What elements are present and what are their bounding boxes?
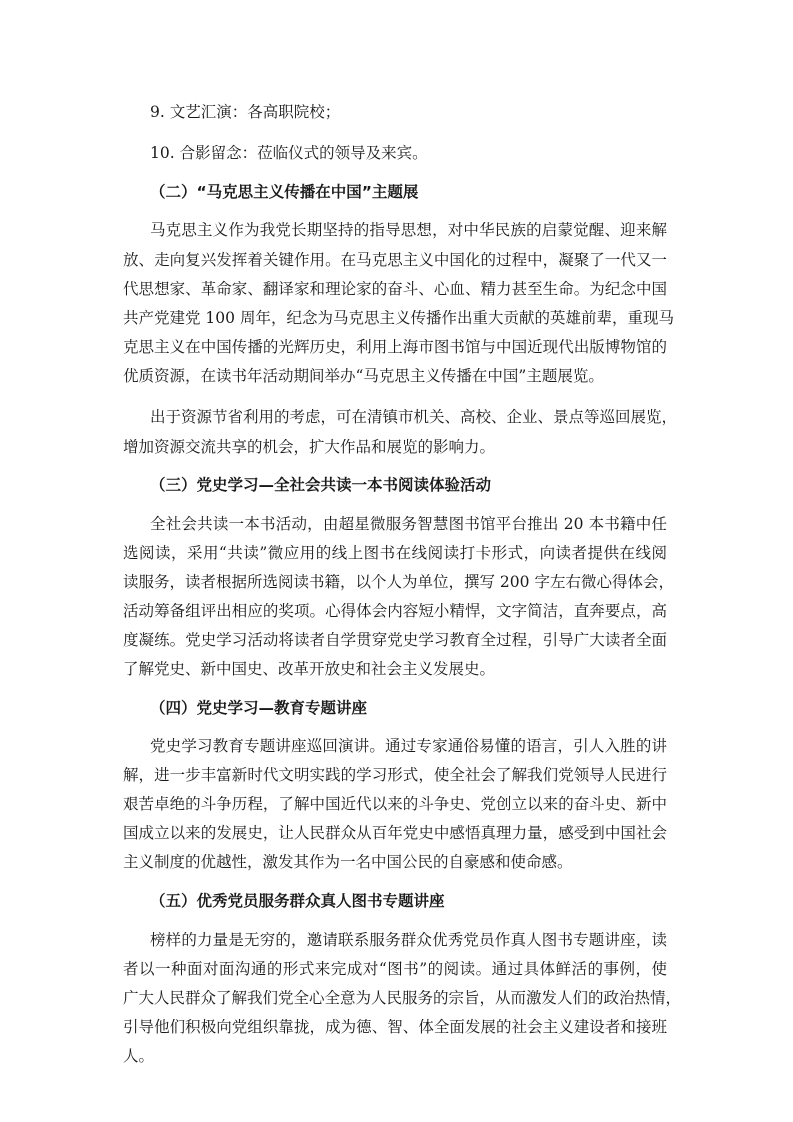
paragraph-line: 国成立以来的发展史，让人民群众从百年党史中感悟真理力量，感受到中国社会	[123, 824, 667, 842]
paragraph-line: 放、走向复兴发挥着关键作用。在马克思主义中国化的过程中，凝聚了一代又一	[123, 251, 667, 269]
paragraph-line: 出于资源节省利用的考虑，可在清镇市机关、高校、企业、景点等巡回展览，	[150, 408, 678, 426]
paragraph-line: 党史学习教育专题讲座巡回演讲。通过专家通俗易懂的语言，引人入胜的讲	[150, 737, 667, 755]
section-heading-2: （二）“马克思主义传播在中国”主题展	[150, 183, 419, 201]
item-9: 9. 文艺汇演：各高职院校；	[150, 103, 341, 121]
paragraph-line: 优质资源，在读书年活动期间举办“马克思主义传播在中国”主题展览。	[123, 367, 604, 385]
paragraph-line: 艰苦卓绝的斗争历程，了解中国近代以来的斗争史、党创立以来的奋斗史、新中	[123, 795, 667, 813]
paragraph-line: 代思想家、革命家、翻译家和理论家的奋斗、心血、精力甚至生命。为纪念中国	[123, 280, 667, 298]
paragraph-line: 全社会共读一本书活动，由超星微服务智慧图书馆平台推出 20 本书籍中任	[150, 515, 667, 533]
paragraph-line: 度凝练。党史学习活动将读者自学贯穿党史学习教育全过程，引导广大读者全面	[123, 631, 667, 649]
section-heading-5: （五）优秀党员服务群众真人图书专题讲座	[150, 892, 445, 910]
paragraph-line: 增加资源交流共享的机会，扩大作品和展览的影响力。	[123, 438, 496, 456]
paragraph-line: 主义制度的优越性，激发其作为一名中国公民的自豪感和使命感。	[123, 853, 573, 871]
paragraph-line: 者以一种面对面沟通的形式来完成对“图书”的阅读。通过具体鲜活的事例，使	[123, 960, 667, 978]
paragraph-line: 解，进一步丰富新时代文明实践的学习形式，使全社会了解我们党领导人民进行	[123, 766, 667, 784]
paragraph-line: 马克思主义作为我党长期坚持的指导思想，对中华民族的启蒙觉醒、迎来解	[150, 221, 667, 239]
paragraph-line: 引导他们积极向党组织靠拢，成为德、智、体全面发展的社会主义建设者和接班	[123, 1018, 667, 1036]
item-10: 10. 合影留念：莅临仪式的领导及来宾。	[150, 144, 428, 162]
paragraph-line: 选阅读，采用“共读”微应用的线上图书在线阅读打卡形式，向读者提供在线阅	[123, 544, 667, 562]
paragraph-line: 克思主义在中国传播的光辉历史，利用上海市图书馆与中国近现代出版博物馆的	[123, 338, 667, 356]
section-heading-3: （三）党史学习—全社会共读一本书阅读体验活动	[150, 476, 492, 494]
section-heading-4: （四）党史学习—教育专题讲座	[150, 699, 368, 717]
paragraph-line: 榜样的力量是无穷的，邀请联系服务群众优秀党员作真人图书专题讲座，读	[150, 931, 667, 949]
paragraph-line: 活动筹备组评出相应的奖项。心得体会内容短小精悍，文字简洁，直奔要点，高	[123, 602, 667, 620]
paragraph-line: 共产党建党 100 周年，纪念为马克思主义传播作出重大贡献的英雄前辈，重现马	[123, 309, 674, 327]
paragraph-line: 广大人民群众了解我们党全心全意为人民服务的宗旨，从而激发人们的政治热情，	[123, 989, 682, 1007]
paragraph-line: 了解党史、新中国史、改革开放史和社会主义发展史。	[123, 660, 496, 678]
paragraph-line: 人。	[123, 1047, 155, 1065]
paragraph-line: 读服务，读者根据所选阅读书籍，以个人为单位，撰写 200 字左右微心得体会，	[123, 573, 674, 591]
